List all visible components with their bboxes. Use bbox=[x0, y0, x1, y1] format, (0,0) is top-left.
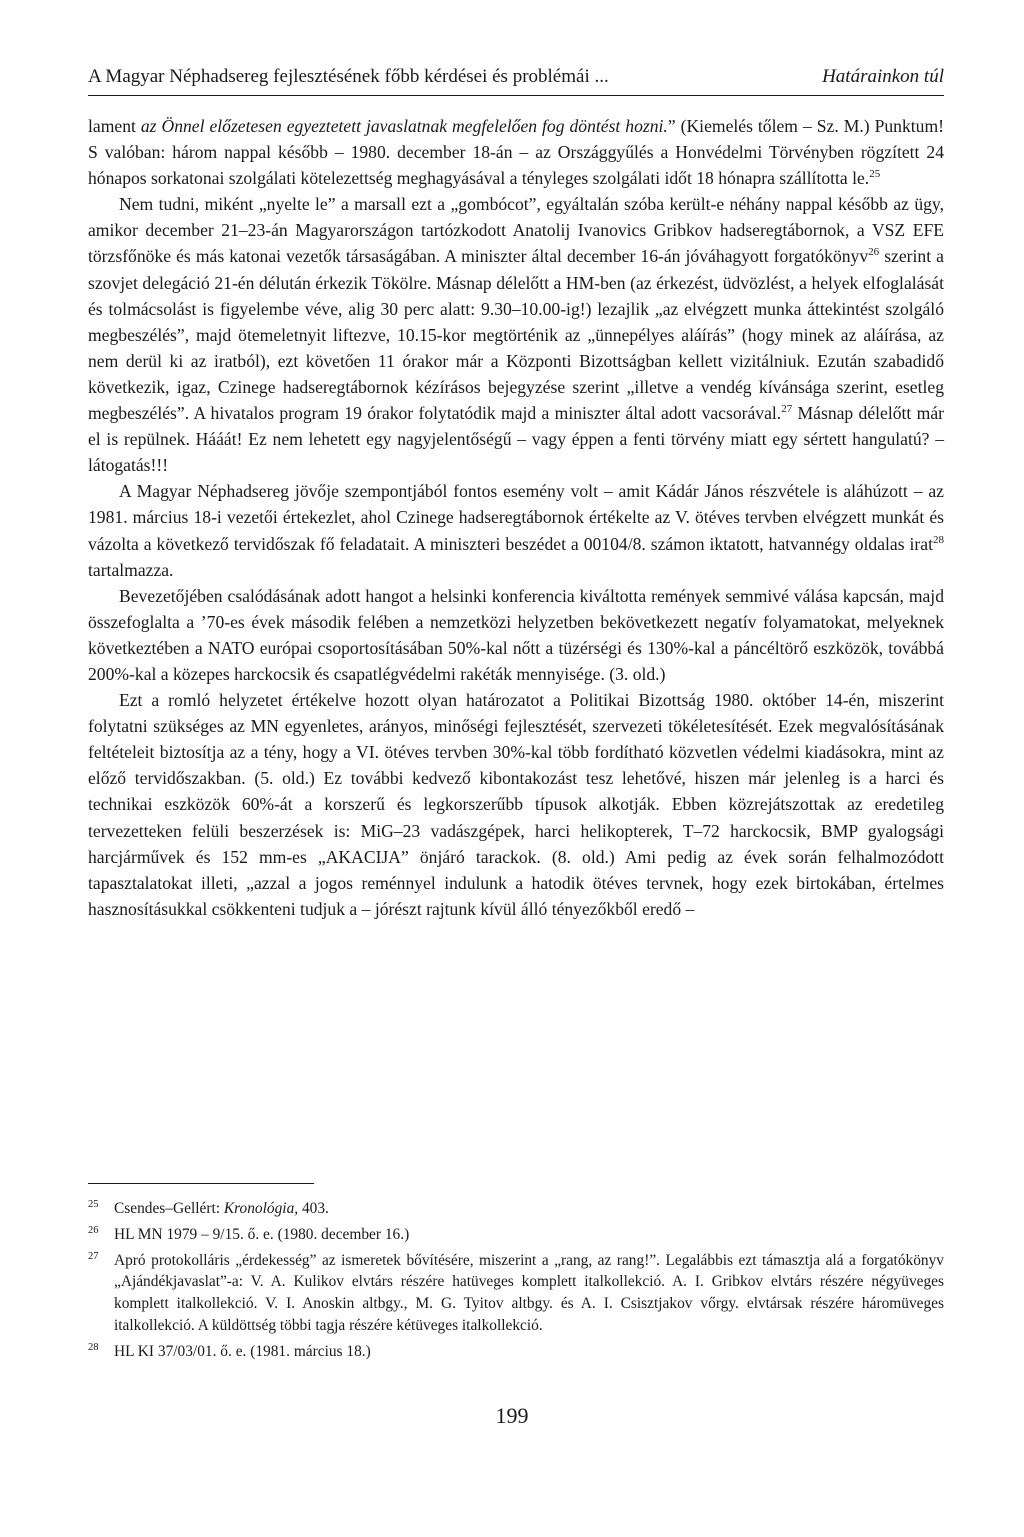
running-title: A Magyar Néphadsereg fejlesztésének főbb kérdései és problémái ... bbox=[88, 66, 609, 87]
paragraph-text: szerint a szovjet delegáció 21-én délután érkezik Tökölre. Másnap délelőtt a HM-ben (az érkezést, üdvözlést, a helyek elfoglalását és tolmácsolást is figyelembe véve, alig 30 perc alatt: 9.30–10.00-ig!) lezajlik „az elvégzett munka áttekintést szolgáló megbeszélés”, majd ötemeletnyit liftezve, 10.15-kor megtörténik az „ünnepélyes aláírás” (hogy minek az aláírása, az nem derül ki az iratból), ezt követően 11 órakor már a Központi Bizottságban kellett vizitálniuk. Ezután szabadidő következik, igaz, Czinege hadseregtábornok kézírásos bejegyzése szerint „illetve a vendég kívánsága szerint, esetleg megbeszélés”. A hivatalos program 19 órakor folytatódik majd a miniszter által adott vacsorával. bbox=[88, 246, 944, 424]
footnote-ref-28[interactable]: 28 bbox=[933, 533, 944, 546]
paragraph-text: ” (Kiemelés tőlem – Sz. M.) Punktum! S valóban: három nappal később – 1980. december 18-án – az Országgyűlés a Honvédelmi Törvényben rögzített 24 hónapos sorkatonai szolgálati kötelezettség meghagyásával a tényleges szolgálati időt 18 hónapra szállította le. bbox=[88, 116, 944, 189]
paragraph-text: Másnap délelőtt már el is repülnek. Hááát! Ez nem lehetett egy nagyjelentőségű – vagy éppen a fenti törvény miatt egy sértett hangulatú? – látogatás!!! bbox=[88, 403, 944, 476]
footnote-text: HL KI 37/03/01. ő. e. (1981. március 18.) bbox=[114, 1342, 371, 1360]
paragraph-text: A Magyar Néphadsereg jövője szempontjából fontos esemény volt – amit Kádár János részvétele is aláhúzott – az 1981. március 18-i vezetői értekezlet, ahol Czinege hadseregtábornok értékelte az V. ötéves tervben elvégzett munkát és vázolta a következő tervidőszak fő feladatait. A miniszteri beszédet a 00104/8. számon iktatott, hatvannégy oldalas irat bbox=[88, 481, 944, 554]
footnote-number: 25 bbox=[88, 1199, 99, 1210]
running-header bbox=[88, 66, 944, 89]
page-number: 199 bbox=[495, 1403, 529, 1428]
footnote-25 bbox=[88, 1198, 944, 1220]
paragraph-text: Nem tudni, miként „nyelte le” a marsall ezt a „gombócot”, egyáltalán szóba került-e néhány nappal később az ügy, amikor december 21–23-án Magyarországon tartózkodott Anatolij Ivanovics Gribkov hadseregtábornok, a VSZ EFE törzsfőnöke és más katonai vezetők társaságában. A miniszter által december 16-án jóváhagyott forgatókönyv bbox=[88, 194, 944, 267]
paragraph-1 bbox=[88, 113, 944, 191]
footnote-text: Apró protokolláris „érdekesség” az ismeretek bővítésére, miszerint a „rang, az rang!”. Legalábbis ezt támasztja alá a forgatókönyv „Ajándékjavaslat”-a: V. A. Kulikov elvtárs részére hatüveges komplett italkollekció. A. I. Gribkov elvtárs részére négyüveges komplett italkollekció. V. I. Anoskin altbgy., M. G. Tyitov altbgy. és A. I. Csisztjakov vőrgy. elvtársak részére háromüveges italkollekció. A küldöttség többi tagja részére kétüveges italkollekció. bbox=[114, 1251, 944, 1334]
footnote-number: 27 bbox=[88, 1250, 99, 1262]
footnote-text: Csendes–Gellért: bbox=[114, 1200, 224, 1217]
emphasized-quote: az Önnel előzetesen egyeztetett javaslatnak megfelelően fog döntést hozni. bbox=[140, 116, 668, 136]
section-name: Határainkon túl bbox=[822, 66, 944, 87]
footnote-rule bbox=[88, 1183, 314, 1184]
paragraph-2 bbox=[88, 191, 944, 478]
paragraph-4: Bevezetőjében csalódásának adott hangot a helsinki konferencia kiváltotta remények semmivé válása kapcsán, majd összefoglalta a ’70-es évek második felében a nemzetközi helyzetben bekövetkezett negatív folyamatokat, melyeknek következtében a NATO európai csoportosításában 50%-kal nőtt a tüzérségi és 130%-kal a páncéltörő eszközök, továbbá 200%-kal a közepes harckocsik és csapatlégvédelmi rakéták mennyisége. (3. old.) bbox=[88, 585, 944, 684]
main-text bbox=[88, 113, 944, 922]
footnote-number: 28 bbox=[88, 1341, 99, 1353]
footnote-text: HL MN 1979 – 9/15. ő. e. (1980. december 16.) bbox=[114, 1225, 410, 1243]
paragraph-3 bbox=[88, 478, 944, 582]
footnote-ref-25[interactable]: 25 bbox=[869, 168, 881, 181]
footnote-ref-26[interactable]: 26 bbox=[868, 246, 880, 259]
paragraph-text: tartalmazza. bbox=[88, 559, 174, 580]
paragraph-5: Ezt a romló helyzetet értékelve hozott olyan határozatot a Politikai Bizottság 1980. október 14-én, miszerint folytatni szükséges az MN egyenletes, arányos, minőségi fejlesztését, szervezeti tökéletesítését. Ezek megvalósításának feltételeit biztosítja az a tény, hogy a VI. ötéves tervben 30%-kal több fordítható közvetlen védelmi kiadásokra, mint az előző tervidőszakban. (5. old.) Ez további kedvező kibontakozást tesz lehetővé, hiszen már jelenleg is a harci és technikai eszközök 60%-át a korszerű és legkorszerűbb típusok alkotják. Ebben közrejátszottak az eredetileg tervezetteken felüli beszerzések is: MiG–23 vadászgépek, harci helikopterek, T–72 harckocsik, BMP gyalogsági harcjárművek és 152 mm-es „AKACIJA” önjáró tarackok. (8. old.) Ami pedig az évek során felhalmozódott tapasztalatokat illeti, „azzal a jogos reménnyel indulunk a hatodik ötéves tervnek, hogy ezek birtokában, értelmes hasznosításukkal csökkenteni tudjuk a – jórészt rajtunk kívül álló tényezőkből eredő – bbox=[88, 690, 944, 919]
footnote-title: Kronológia, bbox=[223, 1200, 299, 1217]
paragraph-text: lament bbox=[88, 116, 141, 136]
footnote-text: 403. bbox=[298, 1200, 329, 1217]
footnote-28 bbox=[88, 1341, 944, 1363]
footnote-26 bbox=[88, 1224, 944, 1246]
footnote-27 bbox=[88, 1250, 944, 1337]
footnotes bbox=[88, 1198, 944, 1367]
footnote-number: 26 bbox=[88, 1224, 99, 1236]
footnote-ref-27[interactable]: 27 bbox=[781, 403, 793, 416]
header-rule bbox=[88, 95, 944, 96]
